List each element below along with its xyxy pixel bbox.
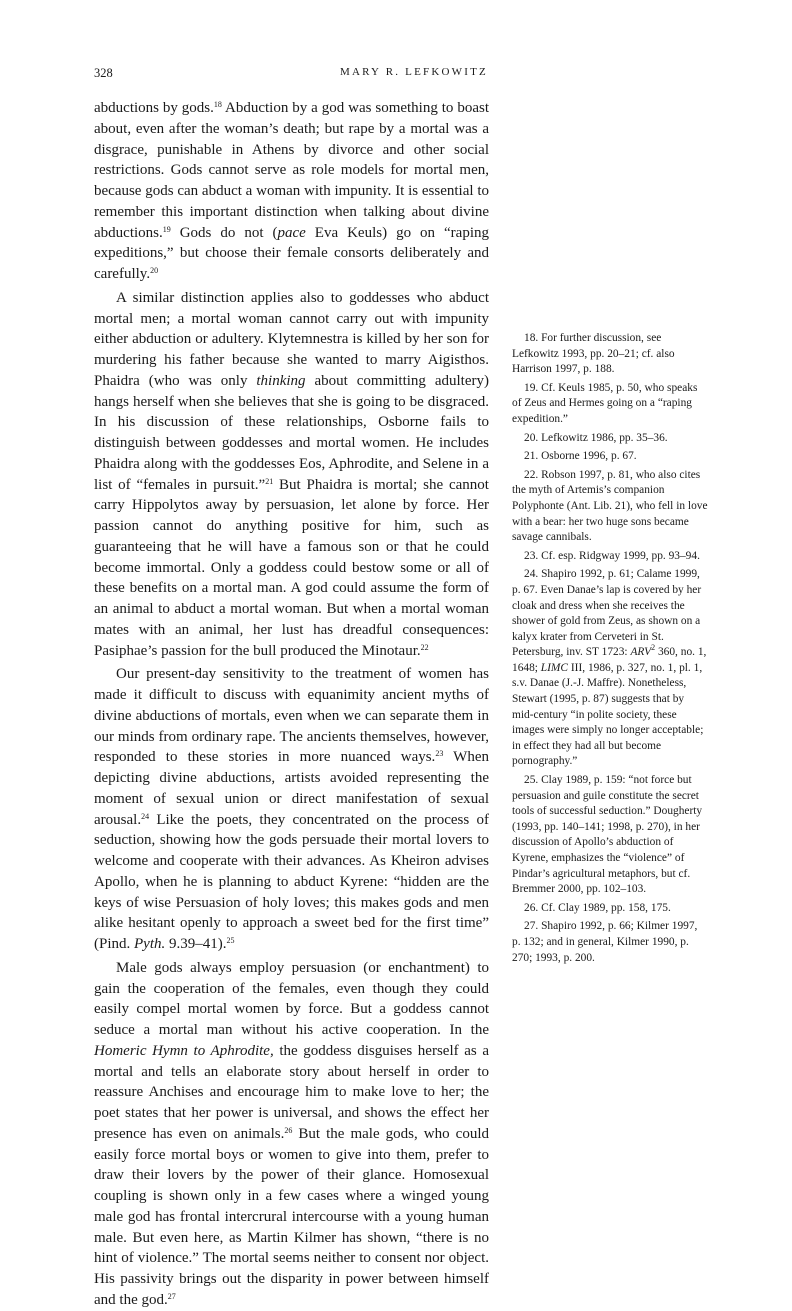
text-run: 26. Cf. Clay 1989, pp. 158, 175. (524, 901, 671, 914)
footnote (512, 549, 708, 565)
text-run: 360, no. 1, 1648; (512, 646, 707, 674)
italic-text: pace (277, 224, 306, 241)
footnote-marker: 2 (651, 643, 656, 653)
footnote (512, 901, 708, 917)
footnote (512, 919, 708, 966)
italic-text: Pyth. (134, 936, 166, 952)
italic-text: Homeric Hymn to Aphrodite, (94, 1042, 274, 1059)
italic-text: thinking (256, 372, 306, 389)
text-run: about committing adultery) hangs herself when she believes that she is going to be disgraced. In his discussion of these relationships, Osborne fails to distinguish between goddesses and mortal women. He includes Phaidra along with the goddesses Eos, Aphrodite, and Selene in a list of “females in pursuit.” (94, 372, 489, 493)
text-run: Our present-day sensitivity to the treatment of women has made it difficult to discuss with equanimity ancient myths of divine abductions of mortals, even when we can separate them in our minds from ordinary rape. The ancients themselves, however, responded to these stories in more nuanced ways. (94, 666, 489, 766)
text-run: Gods do not ( (170, 224, 278, 241)
footnote (512, 381, 708, 428)
footnote-marker: 23 (435, 749, 444, 759)
text-run: But the male gods, who could easily force mortal boys or women to give into them, prefer to draw their lovers by the power of their glance. Homosexual coupling is shown only in a few cases where a winged young male god has frontal intercrural intercourse with a young human male. But even here, as Martin Kilmer has shown, “there is no hint of violence.” The mortal seems neither to consent nor object. His passivity brings out the disparity in power between himself and the god. (94, 1125, 489, 1308)
text-run: When depicting divine abductions, artists avoided representing the moment of sexual union or direct manifestation of sexual arousal. (94, 749, 489, 828)
text-run: 22. Robson 1997, p. 81, who also cites the myth of Artemis’s companion Polyphonte (Ant. Lib. 21), who fell in love with a bear: her two huge sons became savage cannibals. (512, 468, 708, 544)
footnote-marker: 18 (213, 100, 222, 109)
text-run: But Phaidra is mortal; she cannot carry Hippolytos away by persuasion, let alone by force. Her passion cannot do anything positive for him, such as guaranteeing that he will have a famous son or that he could become immortal. Only a goddess could bestow some or all of these benefits on a mortal man. A god could assume the form of an animal to abduct a mortal woman. But when a mortal woman mates with an animal, her lust has dreadful consequences: Pasiphae’s passion for the bull produced the Minotaur. (94, 476, 489, 659)
text-run: 18. For further discussion, see Lefkowitz 1993, pp. 20–21; cf. also Harrison 1997, p. 188. (512, 332, 675, 376)
text-run: 24. Shapiro 1992, p. 61; Calame 1999, p. 67. Even Danae’s lap is covered by her cloak and dress when she receives the shower of gold from Zeus, as shown on a kalyx krater from Cerveteri in St. Petersburg, inv. ST 1723: (512, 568, 702, 659)
text-run: 20. Lefkowitz 1986, pp. 35–36. (524, 431, 668, 444)
footnote-marker: 25 (226, 936, 235, 945)
body-paragraph (94, 664, 489, 955)
text-run: III, 1986, p. 327, no. 1, pl. 1, s.v. Danae (J.-J. Maffre). Nonetheless, Stewart (1995, p. 87) suggests that by mid-century “in polite society, these images were simply no longer acceptable; in effect they had all but become pornography.” (512, 661, 704, 768)
text-run: Abduction by a god was something to boast about, even after the woman’s death; but rape by a mortal was a disgrace, punishable in Athens by divorce and other social restrictions. Gods cannot serve as role models for mortal men, because gods can abduct a woman with impunity. It is essential to remember this important distinction when talking about divine abductions. (94, 100, 490, 241)
footnote-marker: 21 (265, 476, 274, 486)
italic-text: LIMC (540, 661, 569, 674)
text-run: 9.39–41). (165, 936, 227, 952)
footnote-marker: 24 (141, 811, 150, 821)
main-text-column (94, 98, 489, 1311)
text-run: 19. Cf. Keuls 1985, p. 50, who speaks of Zeus and Hermes going on a “raping expedition.” (512, 381, 698, 425)
footnote (512, 431, 708, 447)
footnote (512, 449, 708, 465)
text-run: Like the poets, they concentrated on the process of seduction, showing how the gods persuade their mortal lovers to welcome and cooperate with their advances. As Kheiron advises Apollo, when he is planning to abduct Kyrene: “hidden are the keys of wise Persuasion of holy loves; this makes gods and men alike hesitant openly to approach a sweet bed for the first time” (Pind. (94, 811, 489, 952)
text-run: 21. Osborne 1996, p. 67. (524, 450, 637, 463)
footnote-marker: 22 (420, 642, 429, 652)
body-paragraph (94, 958, 489, 1311)
footnotes-column (512, 331, 708, 969)
footnote (512, 468, 708, 546)
footnote-marker: 20 (150, 266, 159, 275)
text-run: 25. Clay 1989, p. 159: “not force but persuasion and guile constitute the secret tools of successful seduction.” Dougherty (1993, pp. 140–141; 1998, p. 270), in her discussion of Apollo’s abduction of Kyrene, emphasizes the “violence” of Pindar’s agricultural metaphors, but cf. Bremmer 2000, pp. 102–103. (512, 774, 703, 896)
italic-text: ARV (630, 646, 652, 659)
running-head: MARY R. LEFKOWITZ (340, 66, 488, 78)
body-paragraph (94, 98, 489, 285)
footnote (512, 773, 708, 898)
footnote (512, 567, 708, 770)
text-run: Male gods always employ persuasion (or enchantment) to gain the cooperation of the females, even though they could easily compel mortal women by force. But a goddess cannot seduce a mortal man without his active cooperation. In the (94, 959, 489, 1038)
text-run: the goddess disguises herself as a mortal and tells an elaborate story about herself in order to reassure Anchises and encourage him to make love to her; the poet states that her power is universal, and shows the effect her presence has even on animals. (94, 1042, 489, 1142)
text-run: 23. Cf. esp. Ridgway 1999, pp. 93–94. (524, 549, 700, 562)
text-run: 27. Shapiro 1992, p. 66; Kilmer 1997, p. 132; and in general, Kilmer 1990, p. 270; 1993, p. 200. (512, 920, 698, 964)
page-number: 328 (94, 66, 113, 80)
footnote-marker: 19 (162, 224, 171, 234)
body-paragraph (94, 288, 489, 662)
footnote-marker: 27 (167, 1291, 176, 1301)
footnote (512, 331, 708, 378)
text-run: abductions by gods. (94, 100, 214, 116)
text-run: Eva Keuls) go on “raping expeditions,” but choose their female consorts deliberately and carefully. (94, 224, 489, 282)
footnote-marker: 26 (284, 1125, 293, 1135)
text-run: A similar distinction applies also to goddesses who abduct mortal men; a mortal woman cannot carry out with impunity either abduction or adultery. Klytemnestra is killed by her son for murdering his father because she wanted to marry Aigisthos. Phaidra (who was only (94, 289, 489, 389)
